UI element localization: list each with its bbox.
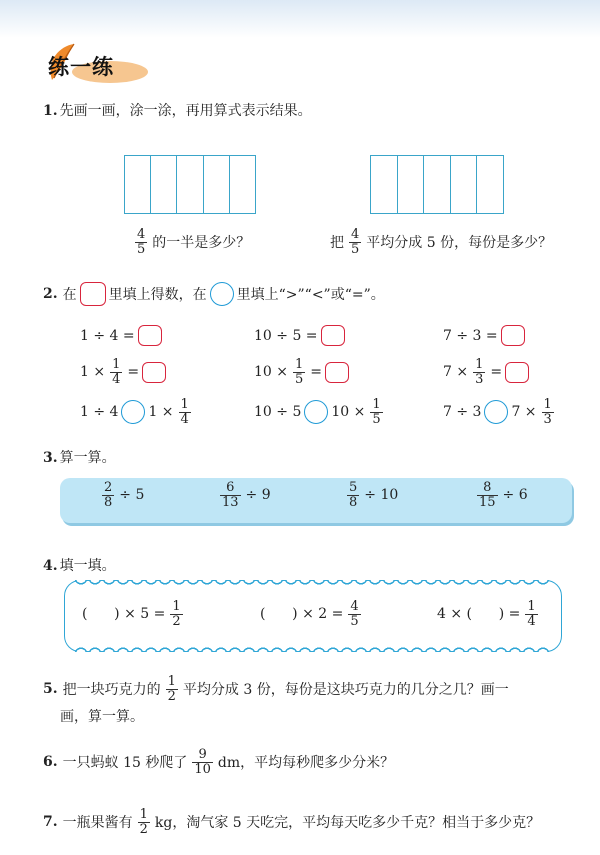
q2-c1-row1: 1 ÷ 4 = <box>80 325 162 346</box>
q4-prompt: 4. 填一填。 <box>43 558 116 574</box>
q1-right-question: 把 $\frac{4}{5}$ 平均分成 5 份，每份是多少？ <box>330 227 553 257</box>
q3-prompt: 3. 算一算。 <box>43 450 116 466</box>
q5-line-1: 5. 把一块巧克力的 $\frac{1}{2}$ 平均分成 3 份，每份是这块巧克力的几分之几？画一 <box>43 674 509 704</box>
answer-box[interactable] <box>138 325 162 346</box>
q1-left-question: $\frac{4}{5}$ 的一半是多少？ <box>137 227 251 257</box>
section-title: 练一练 <box>48 55 114 79</box>
q3-item-3: $\frac{5}{8}$ ÷ 10 <box>349 480 399 510</box>
q2-c1-row3: 1 ÷ 4 1 × $\frac{1}{4}$ <box>80 397 189 427</box>
q4-item-3: 4 × ( ) = $\frac{1}{4}$ <box>437 599 536 629</box>
q1-right-bar <box>370 155 504 214</box>
q2-c1-row2: 1 × $\frac{1}{4}$ = <box>80 358 166 386</box>
q3-item-2: $\frac{6}{13}$ ÷ 9 <box>222 480 271 510</box>
q4-item-2: ( ) × 2 = $\frac{4}{5}$ <box>260 599 359 629</box>
q2-prompt: 2. 在 里填上得数，在 里填上“>”“<”或“=”。 <box>43 282 385 306</box>
compare-circle[interactable] <box>121 400 145 424</box>
q2-c3-row3: 7 ÷ 3 7 × $\frac{1}{3}$ <box>443 397 552 427</box>
q2-c3-row1: 7 ÷ 3 = <box>443 325 525 346</box>
q6-prompt: 6. 一只蚂蚁 15 秒爬了 $\frac{9}{10}$ dm，平均每秒爬多少分米？ <box>43 747 395 777</box>
answer-box[interactable] <box>501 325 525 346</box>
q5-line-2: 画，算一算。 <box>60 709 144 725</box>
q1-prompt: 1. 先画一画，涂一涂，再用算式表示结果。 <box>43 103 312 119</box>
q2-c3-row2: 7 × $\frac{1}{3}$ = <box>443 358 529 386</box>
answer-box[interactable] <box>325 362 349 383</box>
section-title-badge <box>38 40 148 86</box>
q2-c2-row3: 10 ÷ 5 10 × $\frac{1}{5}$ <box>254 397 381 427</box>
compare-circle[interactable] <box>304 400 328 424</box>
header-band <box>0 0 600 38</box>
q4-item-1: ( ) × 5 = $\frac{1}{2}$ <box>82 599 181 629</box>
q3-item-4: $\frac{8}{15}$ ÷ 6 <box>479 480 528 510</box>
compare-circle-sample <box>210 282 234 306</box>
q2-c2-row2: 10 × $\frac{1}{5}$ = <box>254 358 349 386</box>
q3-item-1: $\frac{2}{8}$ ÷ 5 <box>104 480 145 510</box>
answer-box[interactable] <box>321 325 345 346</box>
q2-c2-row1: 10 ÷ 5 = <box>254 325 345 346</box>
q1-left-bar <box>124 155 256 214</box>
answer-box[interactable] <box>142 362 166 383</box>
answer-box-sample <box>80 282 106 306</box>
fraction: $\frac{4}{5}$ <box>137 227 146 257</box>
q7-prompt: 7. 一瓶果酱有 $\frac{1}{2}$ kg，淘气家 5 天吃完，平均每天吃多少千克？相当于多少克？ <box>43 807 541 837</box>
compare-circle[interactable] <box>484 400 508 424</box>
answer-box[interactable] <box>505 362 529 383</box>
fraction: $\frac{4}{5}$ <box>351 227 360 257</box>
